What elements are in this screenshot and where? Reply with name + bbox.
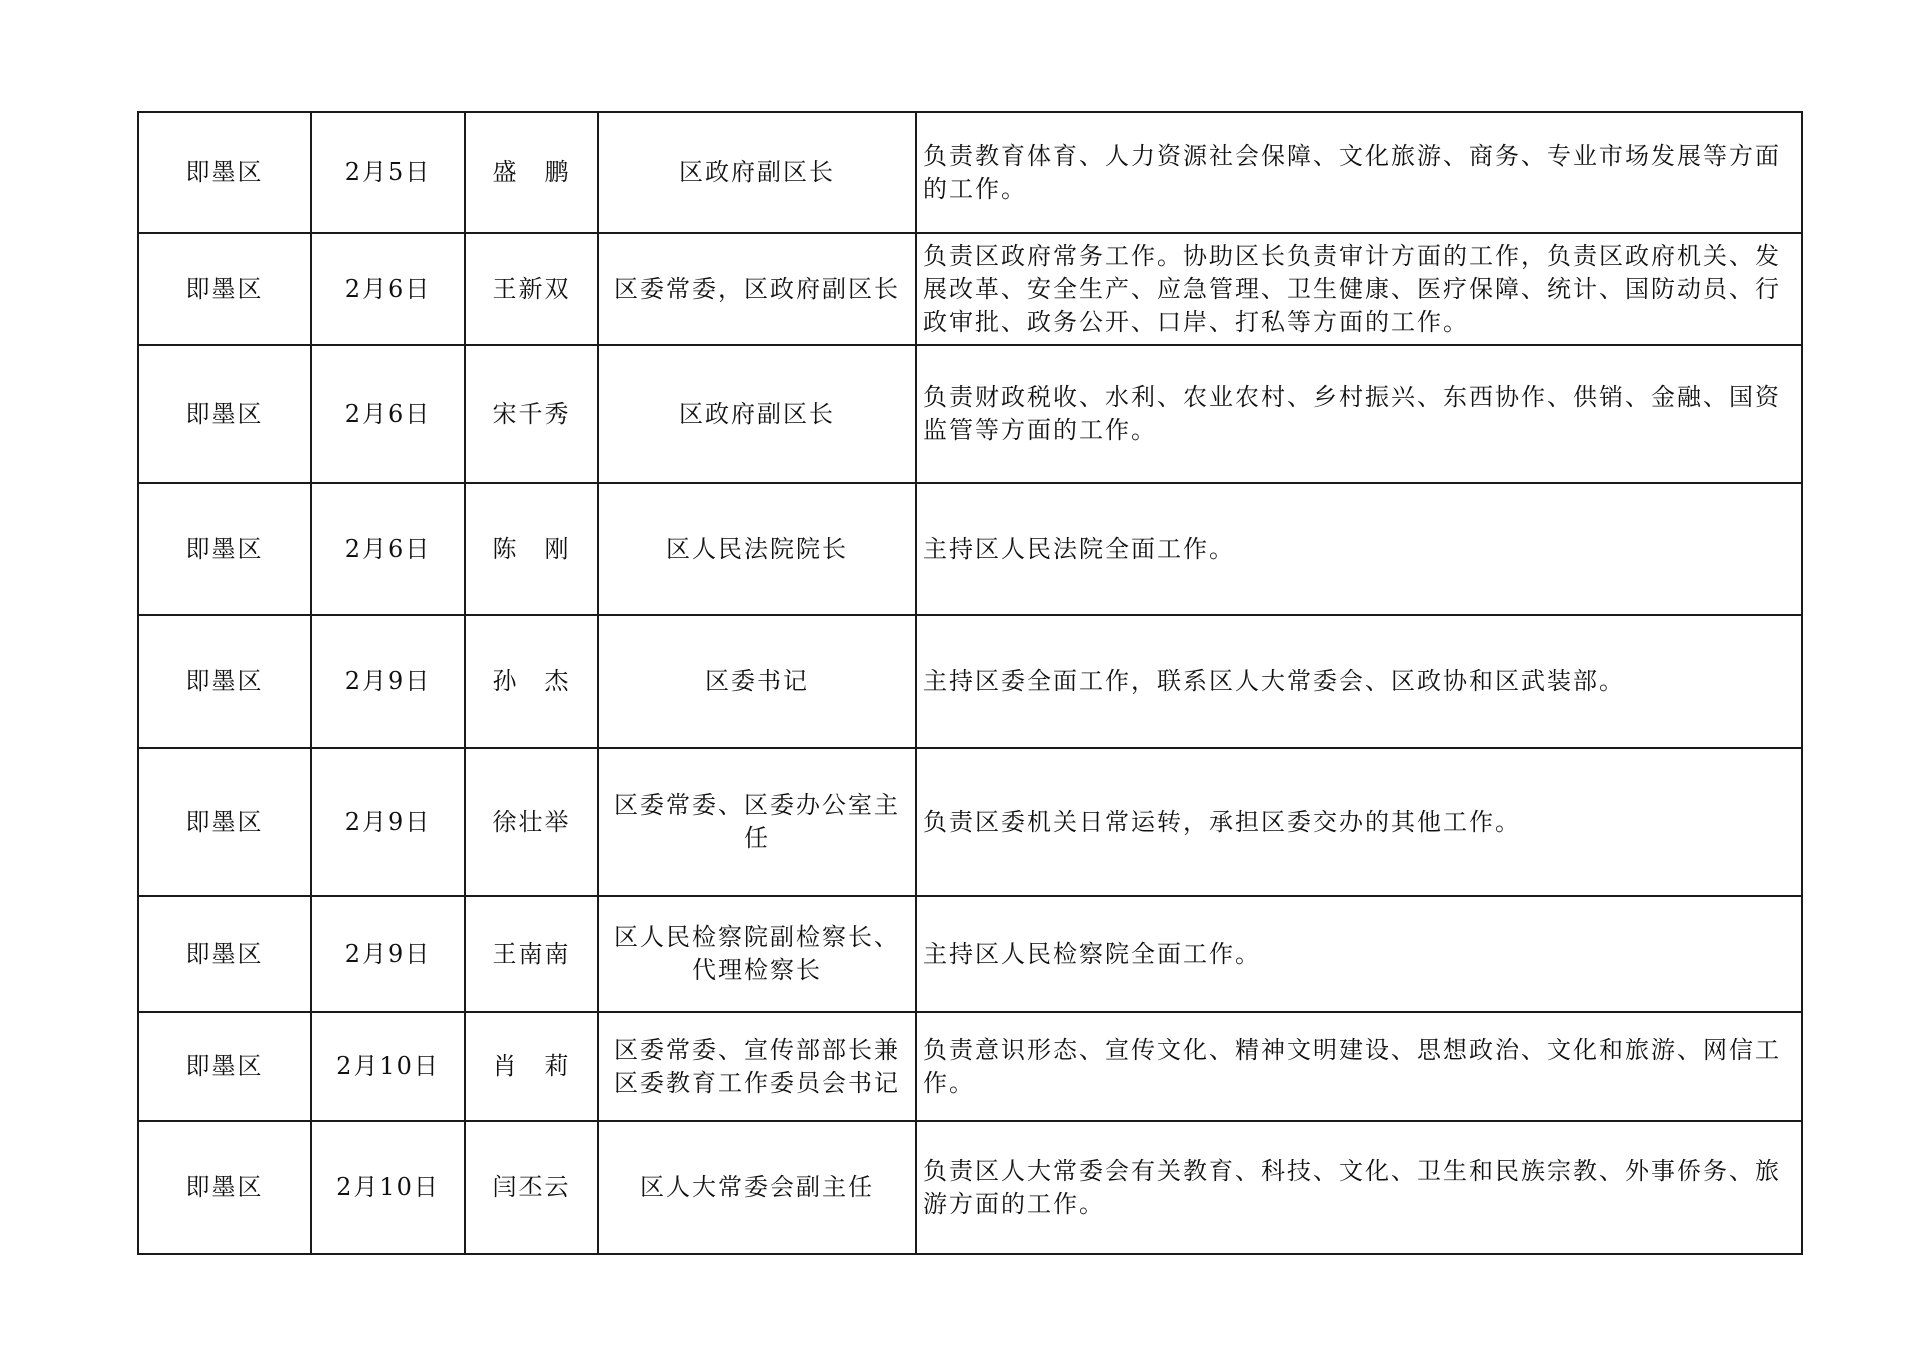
district-cell: 即墨区 <box>138 615 311 748</box>
name-cell: 王南南 <box>465 896 598 1012</box>
position-cell: 区委常委、区委办公室主任 <box>598 748 916 896</box>
position-cell: 区人民检察院副检察长、代理检察长 <box>598 896 916 1012</box>
table-row <box>138 1121 1802 1254</box>
duties-cell: 主持区人民法院全面工作。 <box>916 483 1802 615</box>
table-row <box>138 233 1802 345</box>
district-cell: 即墨区 <box>138 1121 311 1254</box>
date-cell: 2月9日 <box>311 615 465 748</box>
date-cell: 2月10日 <box>311 1012 465 1121</box>
table-row <box>138 483 1802 615</box>
table-row <box>138 1012 1802 1121</box>
table-row <box>138 615 1802 748</box>
duties-cell: 负责教育体育、人力资源社会保障、文化旅游、商务、专业市场发展等方面的工作。 <box>916 112 1802 233</box>
duties-cell: 负责财政税收、水利、农业农村、乡村振兴、东西协作、供销、金融、国资监管等方面的工作。 <box>916 345 1802 483</box>
name-cell: 盛 鹏 <box>465 112 598 233</box>
name-cell: 宋千秀 <box>465 345 598 483</box>
date-cell: 2月6日 <box>311 483 465 615</box>
table-row <box>138 112 1802 233</box>
position-cell: 区政府副区长 <box>598 345 916 483</box>
position-cell: 区委书记 <box>598 615 916 748</box>
name-cell: 肖 莉 <box>465 1012 598 1121</box>
duties-cell: 主持区人民检察院全面工作。 <box>916 896 1802 1012</box>
table-row <box>138 345 1802 483</box>
position-cell: 区人民法院院长 <box>598 483 916 615</box>
position-cell: 区人大常委会副主任 <box>598 1121 916 1254</box>
district-cell: 即墨区 <box>138 233 311 345</box>
duties-cell: 负责意识形态、宣传文化、精神文明建设、思想政治、文化和旅游、网信工作。 <box>916 1012 1802 1121</box>
position-cell: 区委常委、宣传部部长兼区委教育工作委员会书记 <box>598 1012 916 1121</box>
name-cell: 孙 杰 <box>465 615 598 748</box>
district-cell: 即墨区 <box>138 748 311 896</box>
date-cell: 2月9日 <box>311 748 465 896</box>
date-cell: 2月5日 <box>311 112 465 233</box>
district-cell: 即墨区 <box>138 112 311 233</box>
district-cell: 即墨区 <box>138 1012 311 1121</box>
duties-cell: 主持区委全面工作，联系区人大常委会、区政协和区武装部。 <box>916 615 1802 748</box>
roster-sheet <box>137 111 1803 1255</box>
leader-roster-table <box>137 111 1803 1255</box>
date-cell: 2月6日 <box>311 233 465 345</box>
duties-cell: 负责区委机关日常运转，承担区委交办的其他工作。 <box>916 748 1802 896</box>
district-cell: 即墨区 <box>138 483 311 615</box>
name-cell: 徐壮举 <box>465 748 598 896</box>
duties-cell: 负责区政府常务工作。协助区长负责审计方面的工作，负责区政府机关、发展改革、安全生产、应急管理、卫生健康、医疗保障、统计、国防动员、行政审批、政务公开、口岸、打私等方面的工作。 <box>916 233 1802 345</box>
name-cell: 王新双 <box>465 233 598 345</box>
duties-cell: 负责区人大常委会有关教育、科技、文化、卫生和民族宗教、外事侨务、旅游方面的工作。 <box>916 1121 1802 1254</box>
date-cell: 2月10日 <box>311 1121 465 1254</box>
name-cell: 陈 刚 <box>465 483 598 615</box>
date-cell: 2月9日 <box>311 896 465 1012</box>
table-row <box>138 896 1802 1012</box>
position-cell: 区政府副区长 <box>598 112 916 233</box>
table-row <box>138 748 1802 896</box>
district-cell: 即墨区 <box>138 896 311 1012</box>
district-cell: 即墨区 <box>138 345 311 483</box>
position-cell: 区委常委，区政府副区长 <box>598 233 916 345</box>
date-cell: 2月6日 <box>311 345 465 483</box>
name-cell: 闫丕云 <box>465 1121 598 1254</box>
